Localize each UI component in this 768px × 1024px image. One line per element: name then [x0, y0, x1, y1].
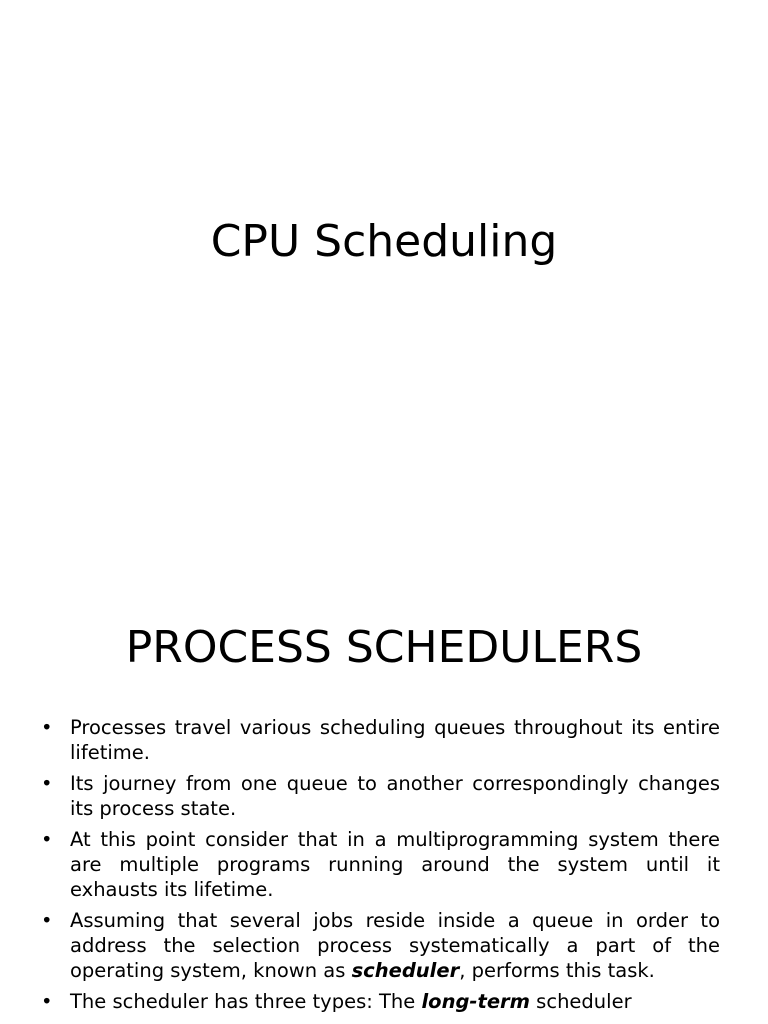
bullet-item	[40, 989, 720, 1014]
bullet-dot-icon: •	[41, 909, 53, 932]
bullet-text: Its journey from one queue to another correspondingly changes its process state.	[70, 772, 720, 820]
bullet-text	[70, 909, 720, 982]
bullet-text: At this point consider that in a multiprogramming system there are multiple programs running around the system until it exhausts its lifetime.	[70, 828, 720, 901]
bullet-dot-icon: •	[41, 772, 53, 795]
emphasis-term: scheduler	[351, 959, 460, 982]
bullet-dot-icon: •	[41, 828, 53, 851]
bullet-item	[40, 771, 720, 821]
bullet-item	[40, 827, 720, 902]
bullet-item	[40, 908, 720, 983]
bullet-text-part: The scheduler has three types: The	[70, 990, 422, 1013]
bullet-dot-icon: •	[41, 990, 53, 1013]
slide-2	[0, 576, 768, 1024]
bullet-text-part: , performs this task.	[459, 959, 655, 982]
bullet-list	[40, 715, 720, 1020]
bullet-item	[40, 715, 720, 765]
slide-title: PROCESS SCHEDULERS	[125, 622, 643, 673]
bullet-text: Processes travel various scheduling queues throughout its entire lifetime.	[70, 716, 720, 764]
slide-title: CPU Scheduling	[210, 216, 558, 267]
bullet-text-part: scheduler	[529, 990, 632, 1013]
bullet-dot-icon: •	[41, 716, 53, 739]
bullet-text-part: Assuming that several jobs reside inside a queue in order to address the selection process systematically a part of the operating system, known as	[70, 909, 720, 982]
bullet-text	[70, 990, 632, 1013]
emphasis-term: long-term	[421, 990, 530, 1013]
